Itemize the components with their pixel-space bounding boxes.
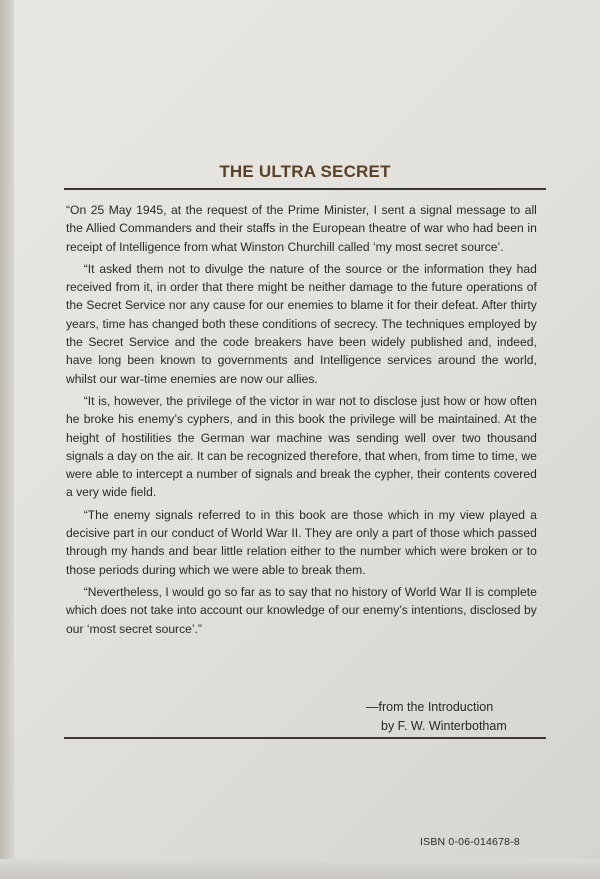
isbn-label: ISBN 0-06-014678-8	[420, 836, 520, 848]
paragraph-4: “The enemy signals referred to in this book are those which in my view played a decisive part in our conduct of World War II. They are only a part of those which passed through my hands and bear little relation either to the number which were broken or to those periods during which we were able to break them.	[66, 507, 537, 577]
paragraph-1: “On 25 May 1945, at the request of the Prime Minister, I sent a signal message to all the Allied Commanders and their staffs in the European theatre of war who had been in receipt of Intelligence from what Winston Churchill called ‘my most secret source’.	[66, 203, 537, 254]
top-divider	[64, 188, 546, 190]
attribution-source: —from the Introduction	[366, 700, 494, 714]
introduction-excerpt	[66, 201, 537, 642]
paragraph-3: “It is, however, the privilege of the victor in war not to disclose just how or how often he broke his enemy’s cyphers, and in this book the privilege will be maintained. At the height of hostilities the German war machine was sending well over two thousand signals a day on the air. It can be recognized therefore, that when, from time to time, we were able to intercept a number of signals and break the cypher, their contents covered a very wide field.	[66, 393, 537, 500]
attribution-author: by F. W. Winterbotham	[381, 719, 507, 733]
paragraph-2: “It asked them not to divulge the nature of the source or the information they had received from it, in order that there might be neither damage to the future operations of the Secret Service nor any cause for our enemies to blame it for their defeat. After thirty years, time has changed both these conditions of secrecy. The techniques employed by the Secret Service and the code breakers have been widely published and, indeed, have long been known to governments and Intelligence services around the world, whilst our war-time enemies are now our allies.	[66, 261, 537, 386]
bottom-divider	[64, 737, 546, 739]
paragraph-5: “Nevertheless, I would go so far as to say that no history of World War II is complete which does not take into account our knowledge of our enemy’s intentions, disclosed by our ‘most secret source’.”	[66, 584, 537, 636]
cover-edge-shadow	[0, 0, 14, 879]
cover-bottom-shadow	[0, 859, 600, 879]
book-title: THE ULTRA SECRET	[219, 162, 391, 181]
